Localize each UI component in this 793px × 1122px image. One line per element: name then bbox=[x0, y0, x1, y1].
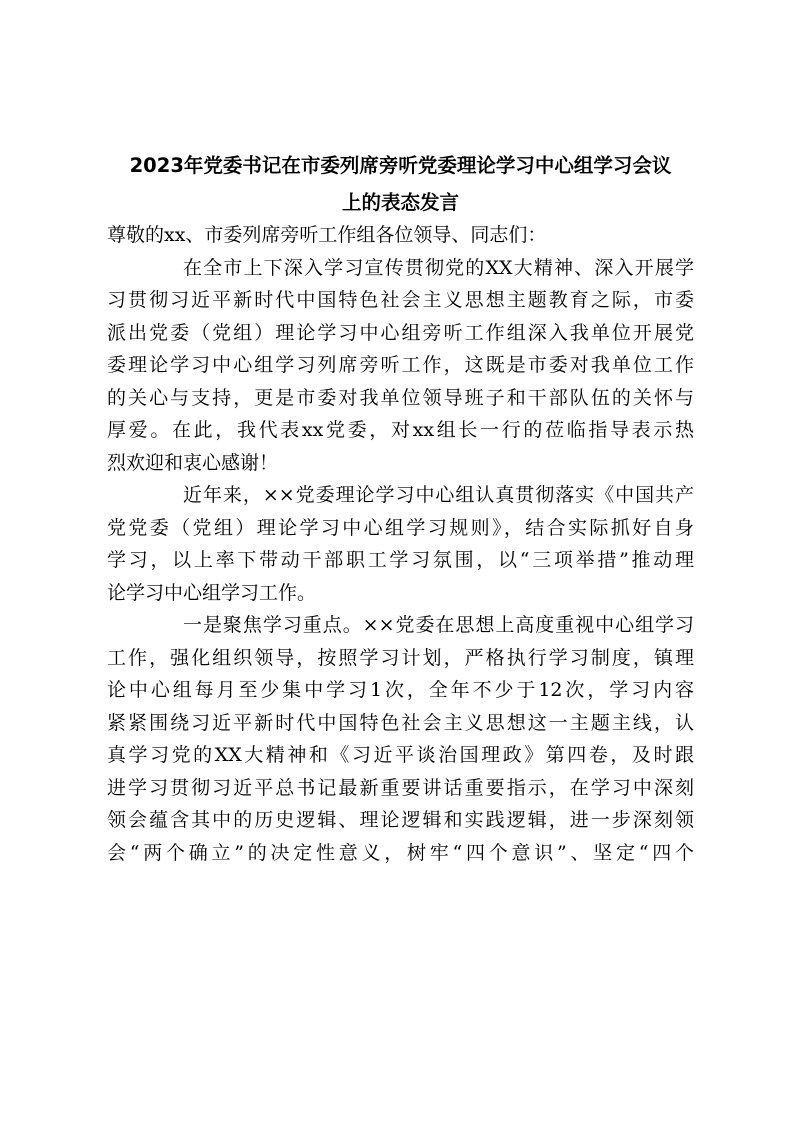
paragraph-line: 委理论学习中心组学习列席旁听工作，这既是市委对我单位工作 bbox=[107, 354, 694, 376]
paragraph-line: 领会蕴含其中的历史逻辑、理论逻辑和实践逻辑，进一步深刻领 bbox=[107, 809, 694, 831]
paragraph-line: 紧紧围绕习近平新时代中国特色社会主义思想这一主题主线，认 bbox=[107, 711, 694, 734]
document-body bbox=[107, 150, 694, 869]
paragraph-line: 党党委（党组）理论学习中心组学习规则》，结合实际抓好自身 bbox=[107, 516, 694, 539]
paragraph-line: 学习，以上率下带动干部职工学习氛围，以“三项举措”推动理 bbox=[107, 549, 694, 571]
document-title-line-2: 上的表态发言 bbox=[341, 190, 459, 214]
paragraph-line: 派出党委（党组）理论学习中心组旁听工作组深入我单位开展党 bbox=[107, 321, 694, 344]
paragraph-3 bbox=[107, 609, 694, 869]
paragraph-line: 论中心组每月至少集中学习1次，全年不少于12次，学习内容 bbox=[107, 679, 694, 701]
document-title bbox=[107, 150, 694, 219]
paragraph-line: 的关心与支持，更是市委对我单位领导班子和干部队伍的关怀与 bbox=[107, 386, 694, 409]
paragraph-line: 进学习贯彻习近平总书记最新重要讲话重要指示，在学习中深刻 bbox=[107, 776, 694, 799]
paragraph-line: 厚爱。在此，我代表xx党委，对xx组长一行的莅临指导表示热 bbox=[107, 419, 694, 441]
paragraph-line: 在全市上下深入学习宣传贯彻党的XX大精神、深入开展学 bbox=[183, 256, 694, 279]
paragraph-line: 会“两个确立”的决定性意义，树牢“四个意识”、坚定“四个 bbox=[107, 841, 694, 864]
paragraph-line: 近年来，××党委理论学习中心组认真贯彻落实《中国共产 bbox=[183, 484, 694, 506]
paragraph-1 bbox=[107, 252, 694, 480]
paragraph-line: 一是聚焦学习重点。××党委在思想上高度重视中心组学习 bbox=[183, 614, 694, 636]
document-title-line-1: 2023年党委书记在市委列席旁听党委理论学习中心组学习会议 bbox=[129, 154, 672, 177]
paragraph-line: 论学习中心组学习工作。 bbox=[107, 581, 317, 604]
salutation: 尊敬的xx、市委列席旁听工作组各位领导、同志们： bbox=[107, 224, 547, 246]
paragraph-2 bbox=[107, 479, 694, 609]
paragraph-line: 烈欢迎和衷心感谢！ bbox=[107, 451, 279, 474]
paragraph-line: 工作，强化组织领导，按照学习计划，严格执行学习制度，镇理 bbox=[107, 646, 694, 669]
paragraph-line: 习贯彻习近平新时代中国特色社会主义思想主题教育之际，市委 bbox=[107, 289, 694, 311]
paragraph-line: 真学习党的XX大精神和《习近平谈治国理政》第四卷，及时跟 bbox=[107, 744, 694, 766]
